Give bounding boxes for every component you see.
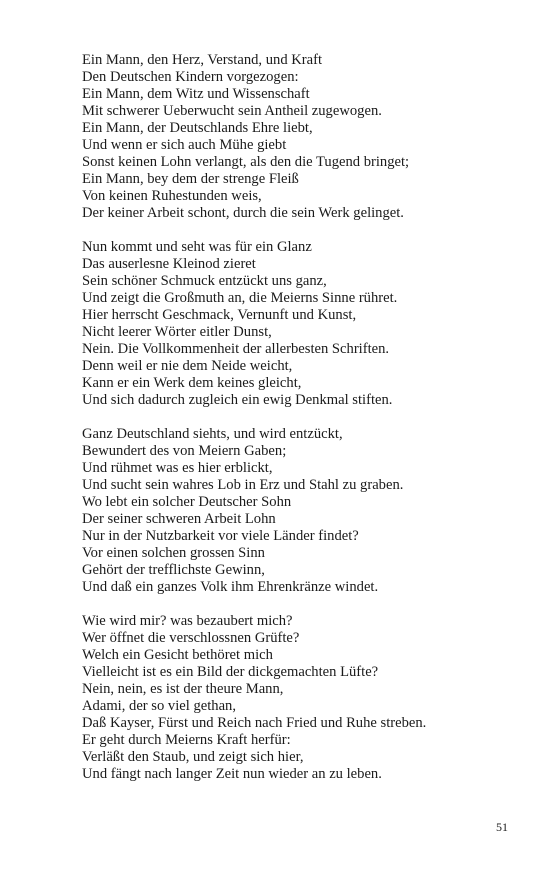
verse-line: Den Deutschen Kindern vorgezogen: (82, 69, 299, 85)
verse-line: Er geht durch Meierns Kraft herfür: (82, 732, 291, 748)
verse-line: Welch ein Gesicht bethöret mich (82, 647, 273, 663)
verse-line: Bewundert des von Meiern Gaben; (82, 443, 287, 459)
verse-line: Daß Kayser, Fürst und Reich nach Fried und Ruhe streben. (82, 715, 427, 731)
verse-line: Ein Mann, bey dem der strenge Fleiß (82, 171, 299, 187)
verse-line: Gehört der trefflichste Gewinn, (82, 562, 265, 578)
verse-line: Ein Mann, dem Witz und Wissenschaft (82, 86, 310, 102)
verse-line: Nun kommt und seht was für ein Glanz (82, 239, 312, 255)
verse-line: Und sich dadurch zugleich ein ewig Denkmal stiften. (82, 392, 393, 408)
verse-line: Sonst keinen Lohn verlangt, als den die Tugend bringet; (82, 154, 410, 170)
stanza-1 (82, 52, 522, 222)
verse-line: Sein schöner Schmuck entzückt uns ganz, (82, 273, 327, 289)
verse-line: Verläßt den Staub, und zeigt sich hier, (82, 749, 304, 765)
stanza-2 (82, 239, 522, 409)
verse-line: Und zeigt die Großmuth an, die Meierns Sinne rühret. (82, 290, 398, 306)
verse-line: Und daß ein ganzes Volk ihm Ehrenkränze windet. (82, 579, 379, 595)
verse-line: Ein Mann, den Herz, Verstand, und Kraft (82, 52, 323, 68)
verse-line: Und sucht sein wahres Lob in Erz und Stahl zu graben. (82, 477, 404, 493)
verse-line: Denn weil er nie dem Neide weicht, (82, 358, 293, 374)
verse-line: Das auserlesne Kleinod zieret (82, 256, 256, 272)
verse-line: Und rühmet was es hier erblickt, (82, 460, 273, 476)
verse-line: Ganz Deutschland siehts, und wird entzückt, (82, 426, 343, 442)
verse-line: Kann er ein Werk dem keines gleicht, (82, 375, 302, 391)
page-number: 51 (496, 820, 508, 834)
verse-line: Wie wird mir? was bezaubert mich? (82, 613, 293, 629)
verse-line: Und fängt nach langer Zeit nun wieder an zu leben. (82, 766, 382, 782)
verse-line: Der keiner Arbeit schont, durch die sein Werk gelinget. (82, 205, 404, 221)
verse-line: Der seiner schweren Arbeit Lohn (82, 511, 276, 527)
verse-line: Wer öffnet die verschlossnen Grüfte? (82, 630, 300, 646)
poem (82, 52, 522, 800)
verse-line: Ein Mann, der Deutschlands Ehre liebt, (82, 120, 313, 136)
verse-line: Und wenn er sich auch Mühe giebt (82, 137, 287, 153)
verse-line: Nein. Die Vollkommenheit der allerbesten Schriften. (82, 341, 390, 357)
verse-line: Mit schwerer Ueberwucht sein Antheil zugewogen. (82, 103, 382, 119)
verse-line: Hier herrscht Geschmack, Vernunft und Kunst, (82, 307, 357, 323)
verse-line: Vielleicht ist es ein Bild der dickgemachten Lüfte? (82, 664, 379, 680)
verse-line: Adami, der so viel gethan, (82, 698, 237, 714)
verse-line: Nur in der Nutzbarkeit vor viele Länder findet? (82, 528, 359, 544)
stanza-3 (82, 426, 522, 596)
verse-line: Vor einen solchen grossen Sinn (82, 545, 265, 561)
stanza-4 (82, 613, 522, 783)
verse-line: Von keinen Ruhestunden weis, (82, 188, 262, 204)
verse-line: Wo lebt ein solcher Deutscher Sohn (82, 494, 292, 510)
verse-line: Nein, nein, es ist der theure Mann, (82, 681, 284, 697)
verse-line: Nicht leerer Wörter eitler Dunst, (82, 324, 272, 340)
